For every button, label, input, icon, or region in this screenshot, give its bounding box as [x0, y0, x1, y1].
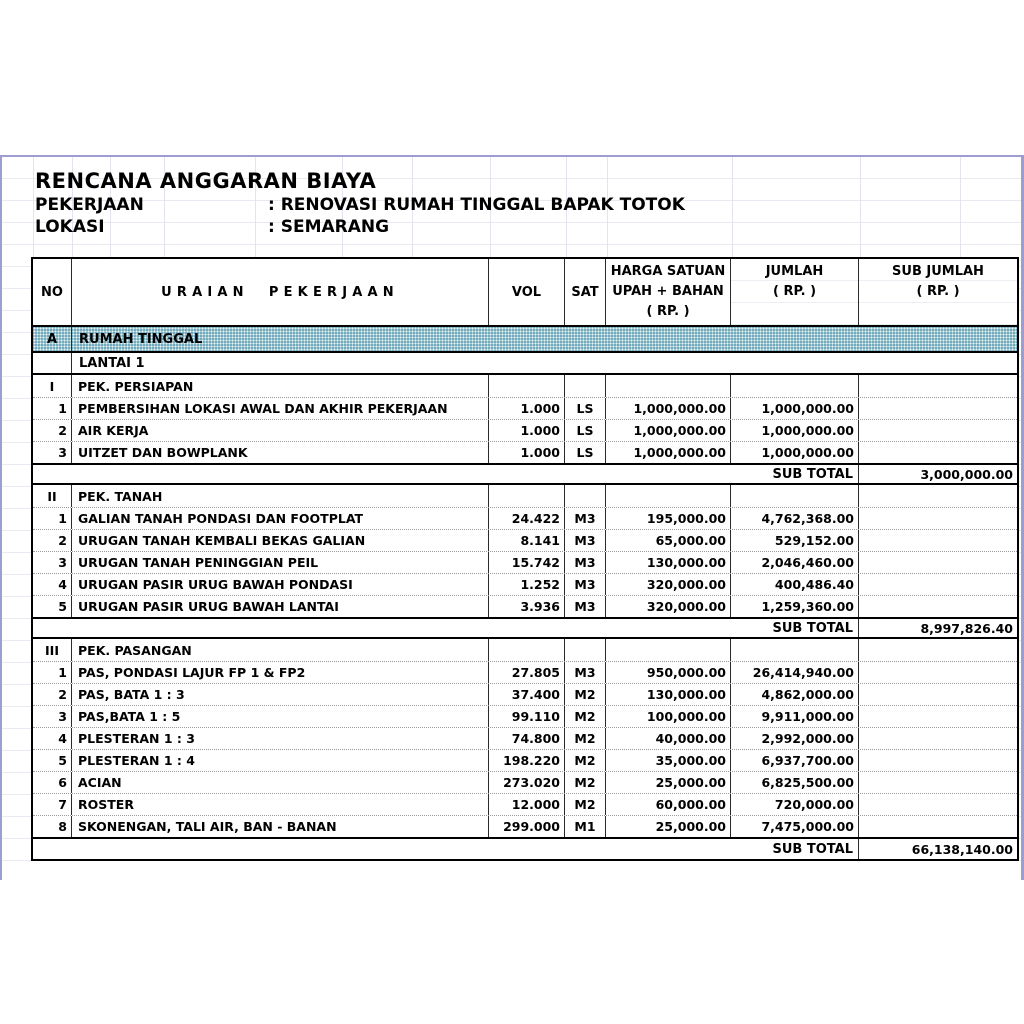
col-header-harga-satuan[interactable]	[606, 259, 731, 325]
cell-sub-jumlah[interactable]	[859, 816, 1017, 837]
cell-harga[interactable]: 130,000.00	[606, 684, 731, 705]
section-header-row	[33, 375, 1017, 397]
subtotal-row	[33, 837, 1017, 859]
cell-vol[interactable]: 198.220	[489, 750, 565, 771]
cell-vol[interactable]: 8.141	[489, 530, 565, 551]
section-header-row	[33, 639, 1017, 661]
cell-sub-jumlah[interactable]	[859, 375, 1017, 397]
cell-sub-jumlah[interactable]	[859, 750, 1017, 771]
subtotal-label-cell[interactable]: SUB TOTAL	[731, 465, 859, 483]
cell-sub-jumlah[interactable]	[859, 639, 1017, 661]
subtotal-value-cell[interactable]: 3,000,000.00	[920, 466, 1013, 482]
cell-no[interactable]: 1	[33, 398, 72, 419]
cell-vol[interactable]	[489, 375, 565, 397]
cell-no[interactable]: 1	[33, 508, 72, 529]
col-header-jumlah[interactable]	[731, 259, 859, 325]
cell-no[interactable]: 7	[33, 794, 72, 815]
cell-harga[interactable]: 65,000.00	[606, 530, 731, 551]
cell-section-no[interactable]: II	[33, 485, 72, 507]
cell-vol[interactable]: 299.000	[489, 816, 565, 837]
sub-jumlah-line-1: SUB JUMLAH	[892, 264, 984, 279]
cell-harga[interactable]: 100,000.00	[606, 706, 731, 727]
sections-container	[33, 375, 1017, 859]
cell-vol[interactable]: 99.110	[489, 706, 565, 727]
subtotal-value-cell[interactable]: 66,138,140.00	[911, 841, 1013, 857]
gridline-vertical	[732, 157, 733, 257]
cell-sat[interactable]: M3	[565, 596, 606, 617]
cell-jumlah[interactable]	[731, 485, 859, 507]
cell-jumlah[interactable]: 1,000,000.00	[731, 442, 859, 463]
cell-sub-jumlah[interactable]	[859, 772, 1017, 793]
table-header-row	[33, 259, 1017, 327]
cell-harga[interactable]	[606, 485, 731, 507]
subtotal-spacer-cell[interactable]	[33, 839, 731, 859]
cell-harga[interactable]: 25,000.00	[606, 816, 731, 837]
cell-sub-jumlah[interactable]	[859, 420, 1017, 441]
cell-sat[interactable]	[565, 375, 606, 397]
cell-no[interactable]: 3	[33, 552, 72, 573]
cell-jumlah[interactable]: 720,000.00	[731, 794, 859, 815]
cell-section-title[interactable]: PEK. PERSIAPAN	[72, 375, 489, 397]
cell-uraian[interactable]: SKONENGAN, TALI AIR, BAN - BANAN	[72, 816, 489, 837]
table-row	[33, 441, 1017, 463]
cell-vol[interactable]: 12.000	[489, 794, 565, 815]
cell-vol[interactable]: 15.742	[489, 552, 565, 573]
cell-jumlah[interactable]: 9,911,000.00	[731, 706, 859, 727]
jumlah-line-2: ( RP. )	[772, 284, 817, 299]
cell-no[interactable]: 2	[33, 684, 72, 705]
cell-uraian[interactable]: PAS, BATA 1 : 3	[72, 684, 489, 705]
cell-no[interactable]: 3	[33, 706, 72, 727]
cell-sat[interactable]: LS	[565, 420, 606, 441]
cell-sat[interactable]: M3	[565, 574, 606, 595]
cell-harga[interactable]: 950,000.00	[606, 662, 731, 683]
cell-no[interactable]: 8	[33, 816, 72, 837]
cell-harga[interactable]	[606, 639, 731, 661]
cell-uraian[interactable]: AIR KERJA	[72, 420, 489, 441]
spreadsheet-area[interactable]	[0, 155, 1024, 880]
subtotal-spacer-cell[interactable]	[33, 619, 731, 637]
table-row	[33, 661, 1017, 683]
cell-uraian[interactable]: URUGAN PASIR URUG BAWAH PONDASI	[72, 574, 489, 595]
cell-sat[interactable]: M2	[565, 728, 606, 749]
cell-harga[interactable]: 25,000.00	[606, 772, 731, 793]
cell-vol[interactable]: 1.252	[489, 574, 565, 595]
cell-uraian[interactable]: PLESTERAN 1 : 4	[72, 750, 489, 771]
table-row	[33, 573, 1017, 595]
subtotal-spacer-cell[interactable]	[33, 465, 731, 483]
document-header	[35, 169, 685, 238]
cell-harga[interactable]: 1,000,000.00	[606, 398, 731, 419]
table-row	[33, 749, 1017, 771]
subtotal-value-cell[interactable]: 8,997,826.40	[920, 620, 1013, 636]
cell-vol[interactable]: 1.000	[489, 442, 565, 463]
meta-label-lokasi: LOKASI	[35, 217, 105, 237]
cell-sat[interactable]: M3	[565, 552, 606, 573]
cell-uraian[interactable]: URUGAN TANAH PENINGGIAN PEIL	[72, 552, 489, 573]
table-row	[33, 683, 1017, 705]
cell-uraian[interactable]: PEMBERSIHAN LOKASI AWAL DAN AKHIR PEKERJAAN	[72, 398, 489, 419]
subgroup-row	[33, 353, 1017, 375]
cell-uraian[interactable]: URUGAN PASIR URUG BAWAH LANTAI	[72, 596, 489, 617]
cell-vol[interactable]	[489, 639, 565, 661]
sub-jumlah-line-2: ( RP. )	[916, 284, 960, 299]
cell-jumlah[interactable]	[731, 375, 859, 397]
cell-section-title[interactable]: PEK. PASANGAN	[72, 639, 489, 661]
cell-no[interactable]: 3	[33, 442, 72, 463]
cell-sat[interactable]: M1	[565, 816, 606, 837]
cell-vol[interactable]: 1.000	[489, 398, 565, 419]
cell-sub-jumlah[interactable]	[859, 684, 1017, 705]
cell-sub-jumlah[interactable]	[859, 485, 1017, 507]
section-block	[33, 375, 1017, 485]
cell-sub-jumlah[interactable]	[859, 398, 1017, 419]
cell-no[interactable]: 6	[33, 772, 72, 793]
meta-label-pekerjaan: PEKERJAAN	[35, 195, 144, 215]
cell-uraian[interactable]: ROSTER	[72, 794, 489, 815]
cell-vol[interactable]: 273.020	[489, 772, 565, 793]
gridline-vertical	[33, 157, 34, 257]
section-header-row	[33, 485, 1017, 507]
jumlah-line-1: JUMLAH	[765, 264, 824, 279]
meta-value-lokasi: : SEMARANG	[268, 217, 390, 237]
section-block	[33, 485, 1017, 639]
cell-jumlah[interactable]: 26,414,940.00	[731, 662, 859, 683]
cell-no[interactable]: 2	[33, 420, 72, 441]
table-row	[33, 793, 1017, 815]
section-block	[33, 639, 1017, 859]
section-items	[33, 661, 1017, 837]
cell-sub-jumlah[interactable]	[859, 596, 1017, 617]
cell-section-no[interactable]: I	[33, 375, 72, 397]
section-items	[33, 507, 1017, 617]
cell-harga[interactable]	[606, 375, 731, 397]
subtotal-label-cell[interactable]: SUB TOTAL	[731, 839, 859, 859]
subtotal-row	[33, 617, 1017, 639]
subtotal-label-cell[interactable]: SUB TOTAL	[731, 619, 859, 637]
rab-table	[31, 257, 1019, 861]
cell-harga[interactable]: 195,000.00	[606, 508, 731, 529]
table-row	[33, 815, 1017, 837]
cell-jumlah[interactable]: 2,992,000.00	[731, 728, 859, 749]
cell-jumlah[interactable]: 6,825,500.00	[731, 772, 859, 793]
subgroup-label-cell[interactable]: LANTAI 1	[79, 355, 145, 371]
cell-harga[interactable]: 320,000.00	[606, 574, 731, 595]
table-row	[33, 705, 1017, 727]
cell-uraian[interactable]: PAS,BATA 1 : 5	[72, 706, 489, 727]
cell-sub-jumlah[interactable]	[859, 574, 1017, 595]
cell-jumlah[interactable]: 1,000,000.00	[731, 420, 859, 441]
cell-sat[interactable]	[565, 485, 606, 507]
cell-sat[interactable]: M3	[565, 508, 606, 529]
cell-sub-jumlah[interactable]	[859, 662, 1017, 683]
col-header-sat[interactable]: SAT	[565, 259, 606, 325]
cell-uraian[interactable]: GALIAN TANAH PONDASI DAN FOOTPLAT	[72, 508, 489, 529]
cell-no[interactable]: 2	[33, 530, 72, 551]
cell-sub-jumlah[interactable]	[859, 728, 1017, 749]
col-header-no[interactable]: NO	[33, 259, 72, 325]
cell-sub-jumlah[interactable]	[859, 552, 1017, 573]
cell-jumlah[interactable]: 1,000,000.00	[731, 398, 859, 419]
harga-line-3: ( RP. )	[646, 304, 690, 319]
gridline-vertical	[960, 157, 961, 257]
cell-sat[interactable]	[565, 639, 606, 661]
col-header-sub-jumlah[interactable]	[859, 259, 1017, 325]
cell-harga[interactable]: 1,000,000.00	[606, 420, 731, 441]
table-row	[33, 507, 1017, 529]
page-title: RENCANA ANGGARAN BIAYA	[35, 169, 377, 193]
table-row	[33, 529, 1017, 551]
cell-vol[interactable]: 27.805	[489, 662, 565, 683]
subtotal-row	[33, 463, 1017, 485]
cell-sat[interactable]: LS	[565, 442, 606, 463]
cell-sub-jumlah[interactable]	[859, 706, 1017, 727]
cell-sat[interactable]: M2	[565, 684, 606, 705]
subgroup-empty-cell[interactable]	[33, 353, 72, 373]
cell-jumlah[interactable]: 529,152.00	[731, 530, 859, 551]
cell-sub-jumlah[interactable]	[859, 442, 1017, 463]
cell-vol[interactable]: 3.936	[489, 596, 565, 617]
cell-sat[interactable]: M2	[565, 794, 606, 815]
cell-uraian[interactable]: PAS, PONDASI LAJUR FP 1 & FP2	[72, 662, 489, 683]
cell-vol[interactable]: 74.800	[489, 728, 565, 749]
cell-no[interactable]: 5	[33, 596, 72, 617]
cell-jumlah[interactable]: 400,486.40	[731, 574, 859, 595]
cell-sat[interactable]: M3	[565, 530, 606, 551]
cell-sub-jumlah[interactable]	[859, 508, 1017, 529]
cell-harga[interactable]: 40,000.00	[606, 728, 731, 749]
cell-harga[interactable]: 130,000.00	[606, 552, 731, 573]
cell-uraian[interactable]: URUGAN TANAH KEMBALI BEKAS GALIAN	[72, 530, 489, 551]
cell-sub-jumlah[interactable]	[859, 530, 1017, 551]
group-label-cell[interactable]: RUMAH TINGGAL	[79, 331, 203, 347]
cell-jumlah[interactable]: 2,046,460.00	[731, 552, 859, 573]
cell-jumlah[interactable]: 7,475,000.00	[731, 816, 859, 837]
cell-uraian[interactable]: ACIAN	[72, 772, 489, 793]
cell-vol[interactable]: 37.400	[489, 684, 565, 705]
cell-jumlah[interactable]: 4,762,368.00	[731, 508, 859, 529]
group-code-cell[interactable]: A	[33, 327, 72, 351]
table-row	[33, 419, 1017, 441]
cell-harga[interactable]: 35,000.00	[606, 750, 731, 771]
cell-sat[interactable]: LS	[565, 398, 606, 419]
cell-no[interactable]: 4	[33, 728, 72, 749]
col-header-vol[interactable]: VOL	[489, 259, 565, 325]
cell-jumlah[interactable]: 1,259,360.00	[731, 596, 859, 617]
table-row	[33, 595, 1017, 617]
meta-lokasi	[35, 216, 685, 238]
cell-vol[interactable]: 1.000	[489, 420, 565, 441]
harga-line-2: UPAH + BAHAN	[612, 284, 724, 299]
cell-section-no[interactable]: III	[33, 639, 72, 661]
cell-harga[interactable]: 60,000.00	[606, 794, 731, 815]
cell-sat[interactable]: M2	[565, 706, 606, 727]
section-items	[33, 397, 1017, 463]
cell-sat[interactable]: M2	[565, 772, 606, 793]
cell-vol[interactable]: 24.422	[489, 508, 565, 529]
col-header-uraian[interactable]: URAIAN PEKERJAAN	[72, 259, 489, 325]
cell-no[interactable]: 5	[33, 750, 72, 771]
cell-no[interactable]: 4	[33, 574, 72, 595]
cell-uraian[interactable]: PLESTERAN 1 : 3	[72, 728, 489, 749]
cell-sat[interactable]: M3	[565, 662, 606, 683]
meta-pekerjaan	[35, 194, 685, 216]
table-row	[33, 727, 1017, 749]
group-row	[33, 327, 1017, 353]
table-row	[33, 551, 1017, 573]
cell-vol[interactable]	[489, 485, 565, 507]
cell-harga[interactable]: 1,000,000.00	[606, 442, 731, 463]
harga-line-1: HARGA SATUAN	[610, 264, 726, 279]
table-row	[33, 397, 1017, 419]
cell-no[interactable]: 1	[33, 662, 72, 683]
cell-jumlah[interactable]	[731, 639, 859, 661]
cell-uraian[interactable]: UITZET DAN BOWPLANK	[72, 442, 489, 463]
table-row	[33, 771, 1017, 793]
cell-section-title[interactable]: PEK. TANAH	[72, 485, 489, 507]
cell-jumlah[interactable]: 4,862,000.00	[731, 684, 859, 705]
cell-sub-jumlah[interactable]	[859, 794, 1017, 815]
gridline-vertical	[860, 157, 861, 257]
cell-harga[interactable]: 320,000.00	[606, 596, 731, 617]
meta-value-pekerjaan: : RENOVASI RUMAH TINGGAL BAPAK TOTOK	[268, 195, 685, 215]
cell-sat[interactable]: M2	[565, 750, 606, 771]
cell-jumlah[interactable]: 6,937,700.00	[731, 750, 859, 771]
